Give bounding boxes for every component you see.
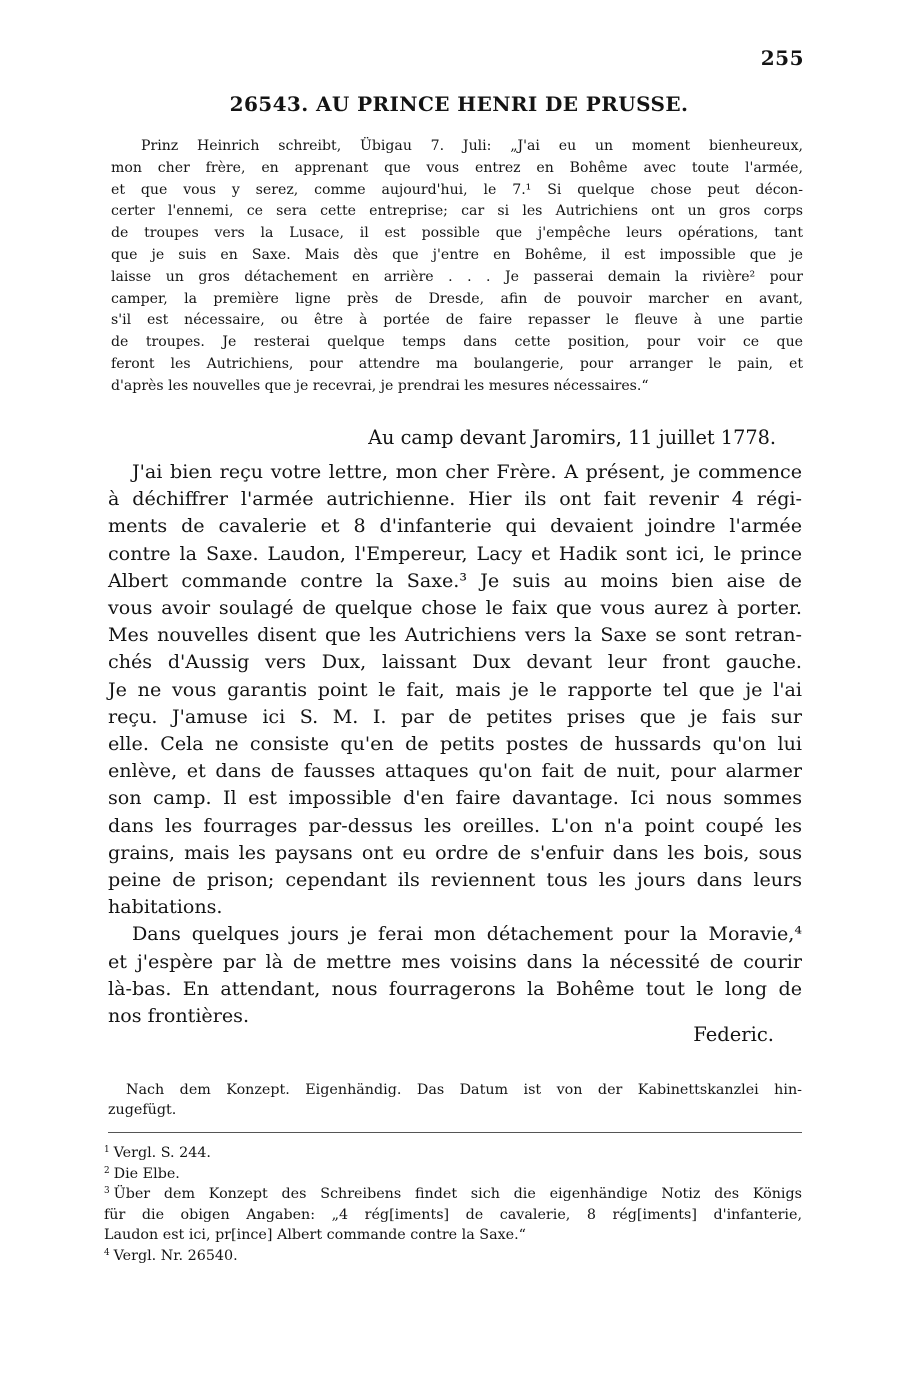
letter-line: nos frontières. (108, 1004, 250, 1028)
footnote-marker: 1 (104, 1145, 110, 1156)
letter-heading: 26543. AU PRINCE HENRI DE PRUSSE. (229, 92, 689, 116)
footnote-text: für die obigen Angaben: „4 rég[iments] de cavalerie, 8 rég[iments] d'infanterie, (104, 1206, 802, 1223)
letter-line: J'ai bien reçu votre lettre, mon cher Frère. A présent, je commence (132, 460, 802, 483)
footnote-1 (104, 1143, 802, 1164)
letter-line: habitations. (108, 895, 223, 919)
footnote-text: Laudon est ici, pr[ince] Albert commande contre la Saxe.“ (104, 1227, 526, 1244)
footnote-4 (104, 1246, 802, 1267)
page-number: 255 (760, 46, 804, 70)
footnote-text: Vergl. S. 244. (113, 1145, 211, 1161)
letter-line: et j'espère par là de mettre mes voisins dans la nécessité de courir (108, 949, 802, 973)
letter-line: dans les fourrages par-dessus les oreilles. L'on n'a point coupé les (108, 813, 802, 837)
summary-line: certer l'ennemi, ce sera cette entreprise; car si les Autrichiens ont un gros corps (111, 203, 803, 220)
letter-line: Albert commande contre la Saxe.³ Je suis au moins bien aise de (108, 568, 802, 592)
footnote-divider (108, 1132, 802, 1133)
summary-line: feront les Autrichiens, pour attendre ma boulangerie, pour arranger le pain, et (111, 355, 803, 372)
summary-line: de troupes. Je resterai quelque temps dans cette position, pour voir ce que (111, 334, 803, 351)
dateline: Au camp devant Jaromirs, 11 juillet 1778. (368, 426, 776, 449)
summary-line: Prinz Heinrich schreibt, Übigau 7. Juli: „J'ai eu un moment bienheureux, (141, 138, 803, 154)
footnote-text: Die Elbe. (113, 1165, 180, 1182)
summary-line: laisse un gros détachement en arrière . . . Je passerai demain la rivière² pour (111, 268, 803, 285)
letter-line: chés d'Aussig vers Dux, laissant Dux devant leur front gauche. (108, 650, 802, 674)
summary-line: s'il est nécessaire, ou être à portée de faire repasser le fleuve à une partie (111, 312, 803, 329)
letter-line: Mes nouvelles disent que les Autrichiens vers la Saxe se sont retran- (108, 623, 802, 647)
signature: Federic. (693, 1023, 774, 1046)
summary-line: et que vous y serez, comme aujourd'hui, le 7.¹ Si quelque chose peut décon- (111, 181, 803, 198)
letter-line: contre la Saxe. Laudon, l'Empereur, Lacy et Hadik sont ici, le prince (108, 541, 802, 565)
letter-line: ments de cavalerie et 8 d'infanterie qui devaient joindre l'armée (108, 514, 802, 538)
footnote-marker: 2 (104, 1165, 110, 1176)
letter-line: à déchiffrer l'armée autrichienne. Hier ils ont fait revenir 4 régi- (108, 487, 802, 511)
footnote-3 (104, 1184, 802, 1246)
letter-line: reçu. J'amuse ici S. M. I. par de petites prises que je fais sur (108, 704, 802, 728)
summary-line: que je suis en Saxe. Mais dès que j'entre en Bohême, il est impossible que je (111, 246, 803, 263)
letter-line: enlève, et dans de fausses attaques qu'on fait de nuit, pour alarmer (108, 759, 802, 783)
letter-line: peine de prison; cependant ils reviennent tous les jours dans leurs (108, 868, 802, 892)
letter-line: Je ne vous garantis point le fait, mais je le rapporte tel que je l'ai (108, 677, 802, 701)
summary-line: mon cher frère, en apprenant que vous entrez en Bohême avec toute l'armée, (111, 159, 803, 176)
letter-line: là-bas. En attendant, nous fourragerons la Bohême tout le long de (108, 976, 802, 1000)
summary-paragraph (111, 136, 803, 398)
letter-line: vous avoir soulagé de quelque chose le faix que vous aurez à porter. (108, 596, 802, 620)
letter-line: Dans quelques jours je ferai mon détachement pour la Moravie,⁴ (132, 922, 802, 946)
footnote-marker: 4 (104, 1248, 110, 1259)
letter-line: grains, mais les paysans ont eu ordre de s'enfuir dans les bois, sous (108, 840, 802, 864)
letter-line: elle. Cela ne consiste qu'en de petits postes de hussards qu'on lui (108, 732, 802, 756)
summary-line: d'après les nouvelles que je recevrai, je prendrai les mesures nécessaires.“ (111, 377, 649, 394)
source-note (108, 1080, 802, 1120)
footnote-marker: 3 (104, 1186, 110, 1197)
source-note-line: Nach dem Konzept. Eigenhändig. Das Datum ist von der Kabinettskanzlei hin- (126, 1082, 802, 1098)
summary-line: camper, la première ligne près de Dresde, afin de pouvoir marcher en avant, (111, 290, 803, 307)
footnote-2 (104, 1164, 802, 1185)
footnote-text: Vergl. Nr. 26540. (113, 1247, 238, 1264)
source-note-line: zugefügt. (108, 1102, 177, 1118)
footnote-text: Über dem Konzept des Schreibens findet sich die eigenhändige Notiz des Königs (113, 1186, 802, 1203)
summary-line: de troupes vers la Lusace, il est possible que j'empêche leurs opérations, tant (111, 225, 803, 242)
footnotes (104, 1143, 802, 1267)
letter-body (108, 458, 802, 1029)
letter-line: son camp. Il est impossible d'en faire davantage. Ici nous sommes (108, 786, 802, 810)
